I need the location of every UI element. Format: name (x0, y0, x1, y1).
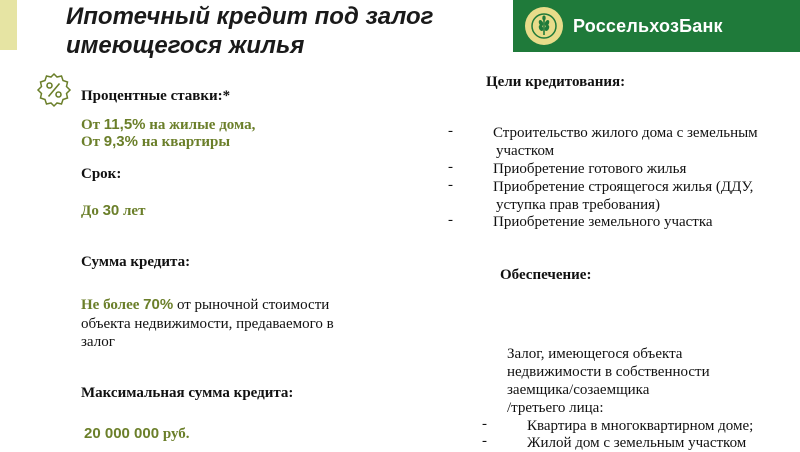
max-amount-heading: Максимальная сумма кредита: (81, 385, 294, 401)
percent-icon (36, 72, 72, 108)
rates-houses-suffix: на жилые дома, (145, 117, 256, 133)
amount-line-2: объекта недвижимости, предаваемого в (81, 316, 334, 332)
bank-logo (513, 0, 800, 52)
collateral-intro-line-2: недвижимости в собственности (507, 364, 710, 380)
purpose-item-2: Приобретение готового жилья (493, 161, 687, 177)
purpose-bullet: - (448, 177, 453, 193)
amount-line-1 (81, 296, 329, 314)
purpose-item-4: Приобретение земельного участка (493, 214, 713, 230)
page-title (66, 2, 433, 60)
amount-value-prefix: Не более (81, 297, 144, 313)
accent-bar (0, 0, 17, 50)
term-prefix: До (81, 203, 103, 219)
term-value (81, 202, 145, 220)
rates-apartments-value: 9,3% (103, 133, 138, 150)
collateral-intro-line-3: заемщика/созаемщика (507, 382, 650, 398)
max-amount-number: 20 000 000 (84, 425, 160, 442)
collateral-intro-line-1: Залог, имеющегося объекта (507, 346, 683, 362)
amount-line-1-rest: от рыночной стоимости (173, 297, 330, 313)
page-title-line-2: имеющегося жилья (66, 32, 305, 59)
rates-apartments-prefix: От (81, 134, 104, 150)
purpose-bullet: - (448, 123, 453, 139)
collateral-item-2: Жилой дом с земельным участком (527, 435, 747, 451)
collateral-bullet: - (482, 433, 487, 449)
collateral-item-1: Квартира в многоквартирном доме; (527, 418, 754, 434)
purpose-bullet: - (448, 212, 453, 228)
purpose-item-1-line-2: участком (496, 143, 555, 159)
max-amount-value (84, 425, 190, 443)
purpose-bullet: - (448, 159, 453, 175)
rates-houses-prefix: От (81, 117, 104, 133)
term-heading: Срок: (81, 166, 122, 182)
collateral-intro-line-4: /третьего лица: (507, 400, 604, 416)
purpose-item-3-line-2: уступка прав требования) (496, 197, 661, 213)
bank-logo-text: РоссельхозБанк (573, 15, 723, 36)
amount-value: 70% (143, 296, 174, 313)
amount-heading: Сумма кредита: (81, 254, 191, 270)
page-title-line-1: Ипотечный кредит под залог (66, 3, 434, 30)
purpose-item-3-line-1: Приобретение строящегося жилья (ДДУ, (493, 179, 754, 195)
rates-line-houses (81, 116, 255, 134)
rates-line-apartments (81, 133, 230, 151)
rates-apartments-suffix: на квартиры (138, 134, 231, 150)
term-number: 30 (102, 202, 120, 219)
purposes-heading: Цели кредитования: (486, 74, 626, 90)
max-amount-suffix: руб. (159, 426, 190, 442)
collateral-bullet: - (482, 416, 487, 432)
amount-line-3: залог (81, 334, 115, 350)
rates-heading: Процентные ставки:* (81, 88, 231, 104)
collateral-heading: Обеспечение: (500, 267, 592, 283)
wheat-ear-icon (525, 7, 563, 45)
purpose-item-1-line-1: Строительство жилого дома с земельным (493, 125, 758, 141)
rates-houses-value: 11,5% (103, 116, 146, 133)
term-suffix: лет (119, 203, 146, 219)
